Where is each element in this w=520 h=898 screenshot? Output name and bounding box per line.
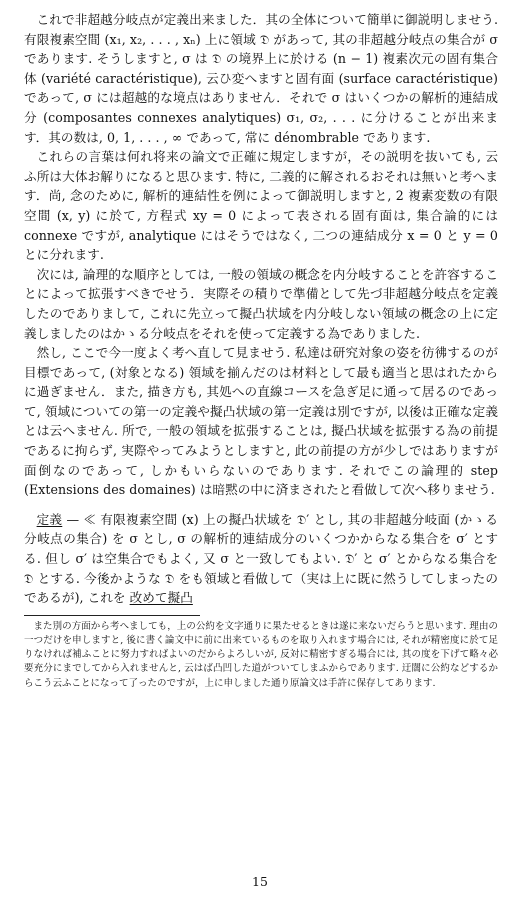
footnote-divider	[24, 615, 200, 616]
paragraph-3: 次には, 論理的な順序としては, 一般の領域の概念を内分岐することを許容することによって拡張すべきでせう．実際その積りで準備として先づ非超越分岐点を定義したのでありまして, これに先立って擬凸状域を内分岐しない領域の概念の上に定義しましたのはかゝる分岐点をそれを使って定義する為でありました.	[24, 266, 498, 341]
page-body	[24, 10, 498, 691]
definition-underlined-tail: 改めて擬凸	[129, 590, 193, 606]
page-number: 15	[252, 874, 268, 889]
footnote: また別の方面から考へましても，上の公約を文字通りに果たせるときは遂に来ないだらうと思います. 理由の一つだけを申しますと, 後に書く論文中に前に出来ているものを取り入れます場合には, それが精密度に於て足りなければ補ふことに努力すればよいのだからよろしいが, 反対に精密すぎる場合には, 其の度を下げて略々必要充分にまでしてから入れませんと, 云はば凸凹した道がついてしまふからであります. 迂闊に公約などするからこう云ふことになって了ったのですが，上に申しました通り原論文は手許に保存してあります.	[24, 620, 498, 689]
paragraph-1: これで非超越分岐点が定義出来ました．其の全体について簡単に御説明しませう. 有限複素空間 (x₁, x₂, . . . , xₙ) 上に領域 𝔇 があって, 其の非超越分岐点の集合が σ であります. そうしますと, σ は 𝔇 の境界上に於ける (n − 1) 複素次元の固有集合体 (variété caractéristique), 云ひ変へますと固有面 (surface caractéristique) であって, σ には超越的な境点はありません．それで σ はいくつかの解析的連結成分 (composantes connexes analytiques) σ₁, σ₂, . . . に分けることが出来ます．其の数は, 0, 1, . . . , ∞ であって, 常に dénombrable であります.	[24, 12, 498, 145]
definition-label: 定義	[36, 511, 63, 527]
definition-text: — ≪ 有限複素空間 (x) 上の擬凸状域を 𝔇′ とし, 其の非超越分岐面 (かゝる分岐点の集合) を σ とし, σ の解析的連結成分のいくつかからなる集合を σ′ とする. 但し σ′ は空集合でもよく, 又 σ と一致してもよい. 𝔇′ と σ′ とからなる集合を 𝔇 とする. 今後かような 𝔇 をも領域と看做して（実は上に既に然うしてしまったのであるが), これを	[24, 511, 498, 606]
paragraph-4: 然し, ここで今一度よく考へ直して見ませう. 私達は研究対象の姿を彷彿するのが目標であって, (対象となる) 領域を揃んだのは材料として最も適当と思はれたからに過ぎません．また, 描き方も, 其処への直線コースを急ぎ足に通って居るのであって, 領域についての第一の定義や擬凸状域の第一定義は別ですが, 以後は正確な定義とは云へません. 所で, 一般の領域を拡張することは, 擬凸状域を拡張する為の前提であるに拘らず, 実際やってみようとしますと, 此の前提の方が少しではありますが面倒なのであって, しかもいらないのであります. それでこの論理的 step (Extensions des domaines) は暗黙の中に済まされたと看做して次へ移りませう.	[24, 345, 498, 498]
paragraph-2: これらの言葉は何れ将来の論文で正確に規定しますが，その説明を抜いても, 云ふ所は大体お解りになると思ひます. 特に, 二義的に解されるおそれは無いと考へます．尚, 念のために, 解析的連結性を例によって御説明しますと, 2 複素変数の有限空間 (x, y) に於て, 方程式 xy = 0 によって表される固有面は, 集合論的には connexe ですが, analytique にはそうではなく, 二つの連結成分 x = 0 と y = 0 とに分れます.	[24, 149, 498, 263]
definition-paragraph	[24, 510, 498, 608]
